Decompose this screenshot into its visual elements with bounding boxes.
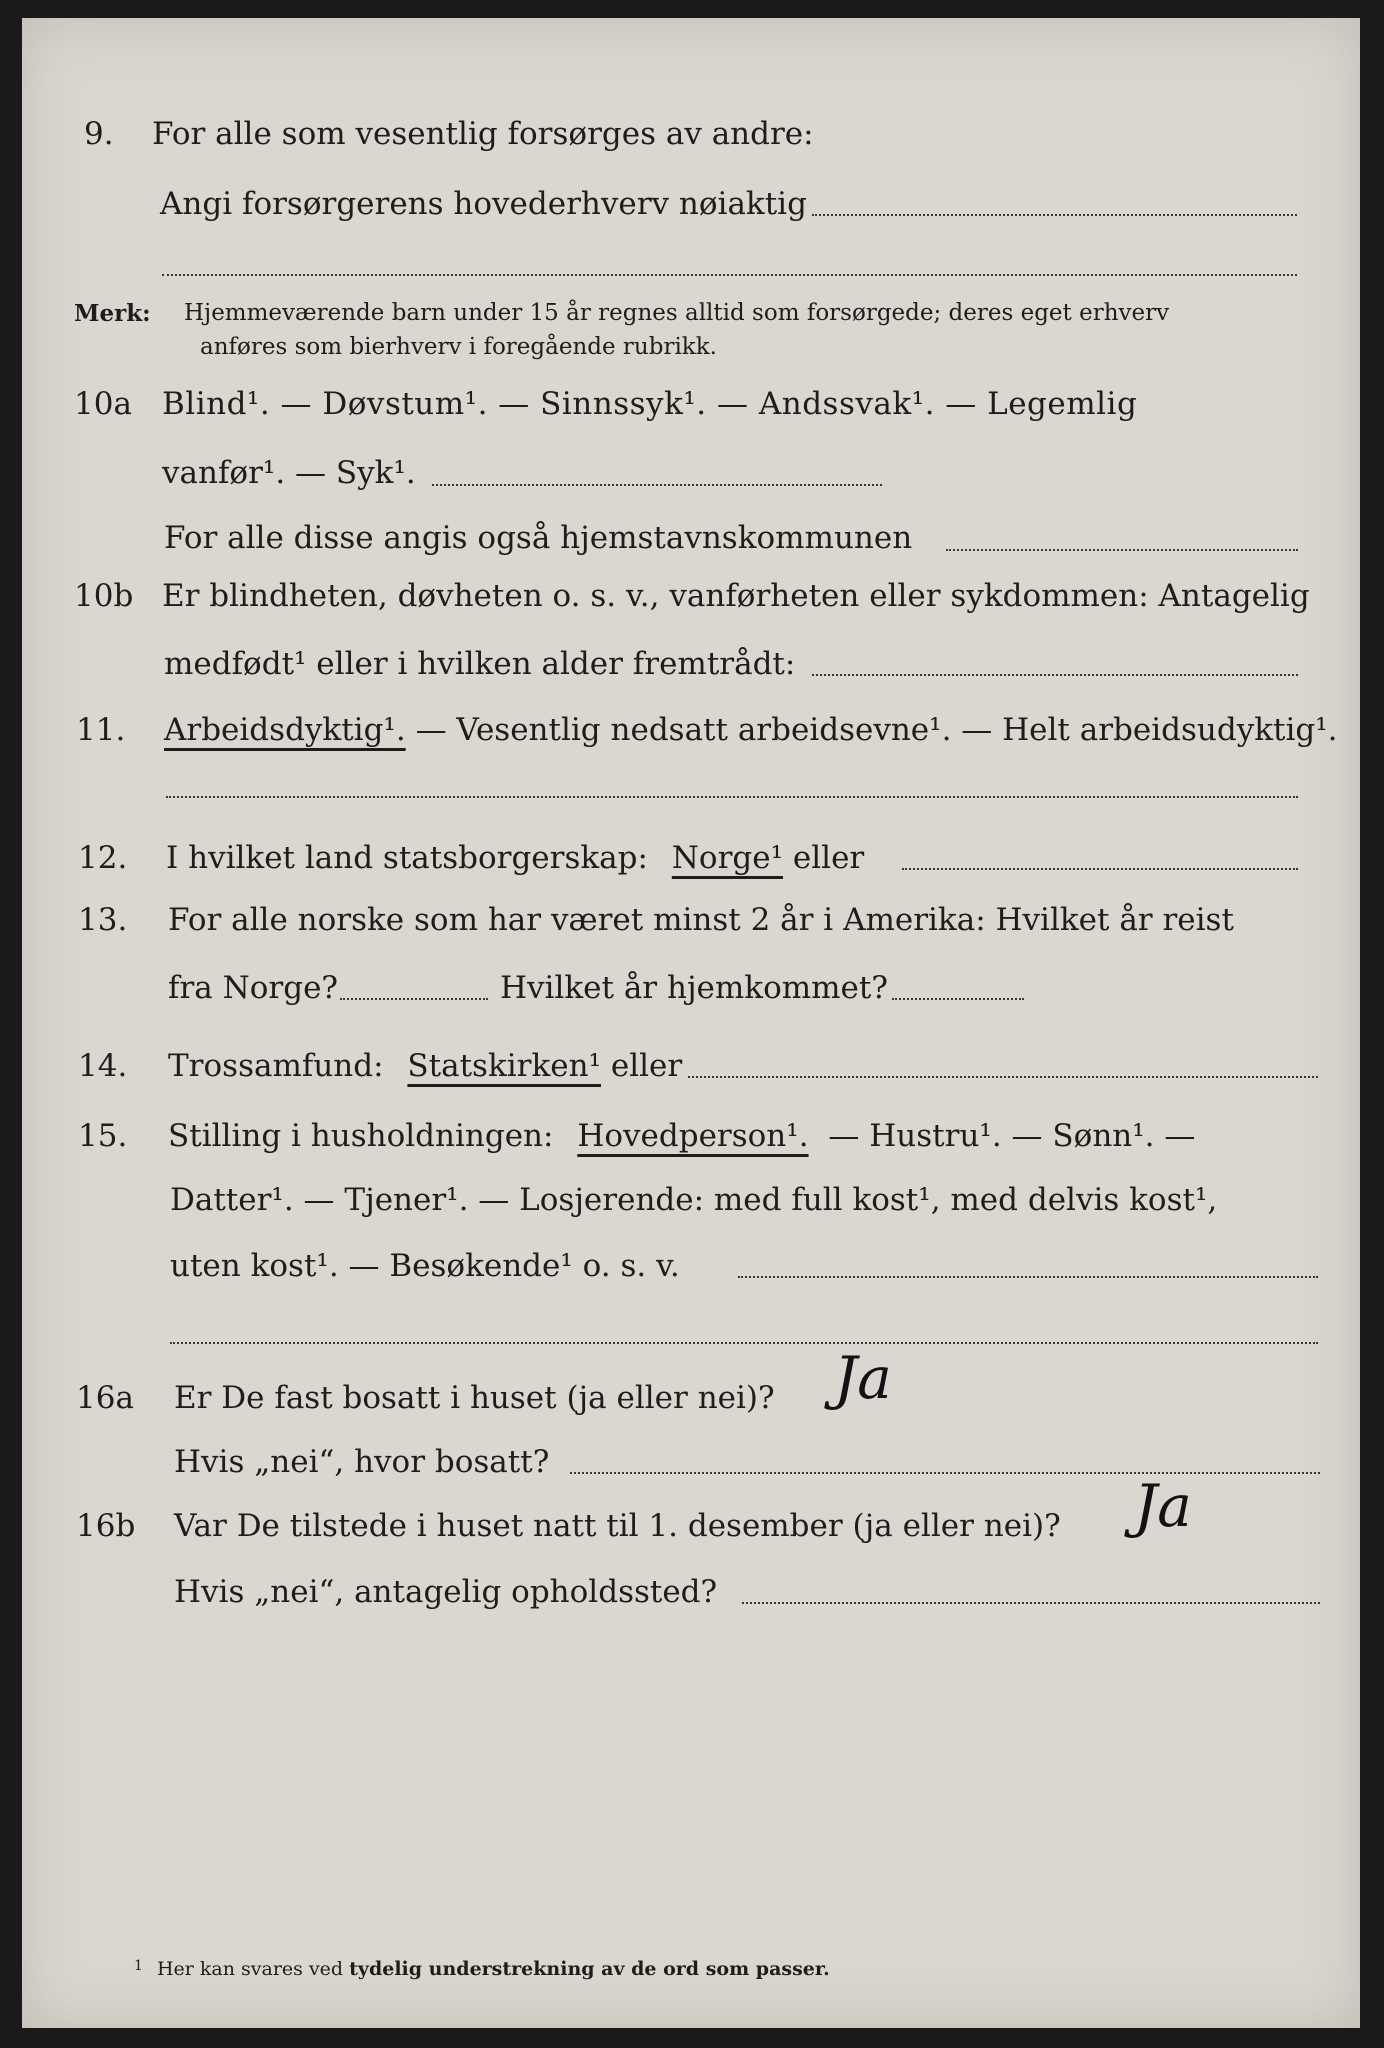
q11-answer-line[interactable] [166, 796, 1298, 798]
q15-rest1: — Hustru¹. — Sønn¹. — [828, 1118, 1196, 1154]
q11-rest: — Vesentlig nedsatt arbeidsevne¹. — Helt arbeidsudyktig¹. [415, 712, 1338, 748]
q11-underlined-option: Arbeidsdyktig¹. [164, 712, 406, 748]
q12-pre: I hvilket land statsborgerskap: [166, 840, 648, 876]
q16b-line2: Hvis „nei“, antagelig opholdssted? [174, 1574, 718, 1610]
q16b-answer-line[interactable] [742, 1602, 1320, 1604]
q14-underlined-answer: Statskirken¹ [407, 1048, 601, 1084]
q15-line1 [168, 1118, 1195, 1154]
q10a-line3: For alle disse angis også hjemstavnskommunen [164, 520, 913, 556]
merk-line2: anføres som bierhverv i foregående rubrikk. [200, 334, 717, 360]
q9-line2: Angi forsørgerens hovederhverv nøiaktig [160, 186, 807, 222]
merk-label: Merk: [74, 300, 151, 327]
q14-post: eller [610, 1048, 683, 1084]
footnote [134, 1958, 830, 1980]
q10b-answer-line[interactable] [812, 674, 1298, 676]
q13-hjemkommet-line[interactable] [892, 998, 1024, 1000]
q16a-number: 16a [76, 1380, 134, 1416]
q10a-line2: vanfør¹. — Syk¹. [162, 455, 416, 491]
q10b-line1: Er blindheten, døvheten o. s. v., vanførheten eller sykdommen: Antagelig [162, 578, 1310, 614]
q16a-answer-line[interactable] [570, 1472, 1320, 1474]
census-form-page [22, 18, 1360, 2028]
q14-answer-line[interactable] [688, 1076, 1318, 1078]
q15-line3: uten kost¹. — Besøkende¹ o. s. v. [170, 1248, 680, 1284]
q10a-line1: Blind¹. — Døvstum¹. — Sinnssyk¹. — Andssvak¹. — Legemlig [162, 386, 1138, 422]
q15-number: 15. [78, 1118, 128, 1154]
q11-answer [164, 712, 1338, 748]
q14-pre: Trossamfund: [168, 1048, 384, 1084]
q12-underlined-answer: Norge¹ [671, 840, 784, 876]
q10a-kommune-line[interactable] [946, 549, 1298, 551]
q16a-handwritten-answer: Ja [834, 1344, 892, 1412]
merk-line1: Hjemmeværende barn under 15 år regnes alltid som forsørgede; deres eget erhverv [184, 300, 1170, 326]
q10b-line2: medfødt¹ eller i hvilken alder fremtrådt: [164, 646, 796, 682]
q12-post: eller [792, 840, 865, 876]
q11-number: 11. [76, 712, 126, 748]
q15-answer-line[interactable] [738, 1276, 1318, 1278]
q15-line2: Datter¹. — Tjener¹. — Losjerende: med full kost¹, med delvis kost¹, [170, 1182, 1218, 1218]
q16b-line1: Var De tilstede i huset natt til 1. desember (ja eller nei)? [174, 1508, 1061, 1544]
q16b-number: 16b [76, 1508, 136, 1544]
q14-number: 14. [78, 1048, 128, 1084]
q12-number: 12. [78, 840, 128, 876]
footnote-emph: tydelig understrekning av de ord som passer. [349, 1958, 830, 1980]
q13-reist-line[interactable] [340, 998, 488, 1000]
q15-pre: Stilling i husholdningen: [168, 1118, 554, 1154]
q10a-number: 10a [74, 386, 132, 422]
q13-line2b: Hvilket år hjemkommet? [500, 970, 888, 1006]
q12-answer-line[interactable] [902, 868, 1298, 870]
q9-number: 9. [84, 116, 114, 152]
q16b-handwritten-answer: Ja [1134, 1472, 1192, 1540]
q10b-number: 10b [74, 578, 134, 614]
q12-text [166, 840, 864, 876]
q13-line2a: fra Norge? [168, 970, 339, 1006]
q9-answer-line[interactable] [812, 214, 1297, 216]
q13-number: 13. [78, 902, 128, 938]
q16a-line2: Hvis „nei“, hvor bosatt? [174, 1444, 550, 1480]
q10a-answer-line[interactable] [432, 484, 882, 486]
q14-text [168, 1048, 682, 1084]
q9-answer-line-2[interactable] [162, 274, 1297, 276]
q16a-line1: Er De fast bosatt i huset (ja eller nei)? [174, 1380, 775, 1416]
q9-line1: For alle som vesentlig forsørges av andre: [152, 116, 814, 152]
q15-underlined-answer: Hovedperson¹. [577, 1118, 809, 1154]
q13-line1: For alle norske som har været minst 2 år i Amerika: Hvilket år reist [168, 902, 1234, 938]
footnote-pre: Her kan svares ved [156, 1958, 344, 1980]
q15-answer-line-2[interactable] [170, 1342, 1318, 1344]
footnote-mark: 1 [134, 1958, 143, 1974]
